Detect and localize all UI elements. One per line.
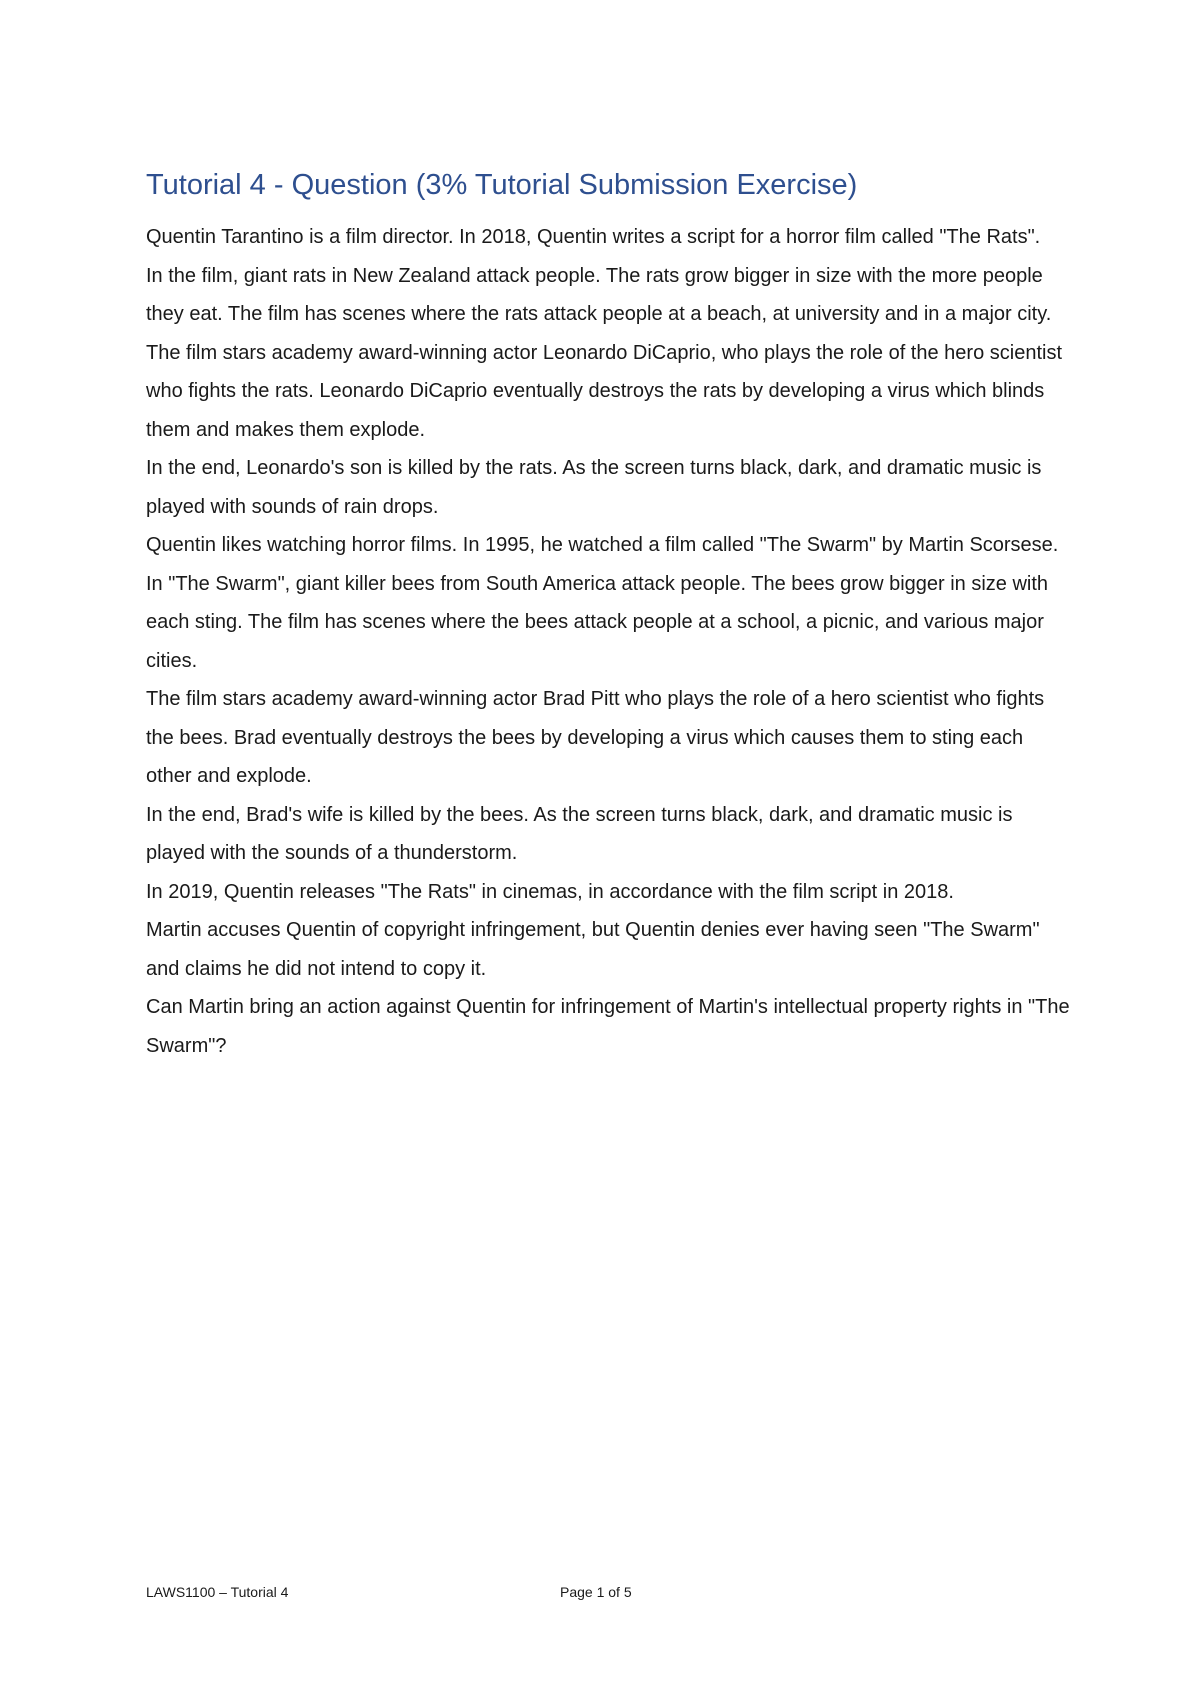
paragraph: In the end, Leonardo's son is killed by the rats. As the screen turns black, dark, and dramatic music is played with sounds of rain drops.	[146, 457, 1042, 518]
paragraph: In 2019, Quentin releases "The Rats" in cinemas, in accordance with the film script in 2018.	[146, 880, 954, 903]
paragraph: Martin accuses Quentin of copyright infringement, but Quentin denies ever having seen "The Swarm" and claims he did not intend to copy it.	[146, 919, 1040, 980]
document-body	[146, 168, 1072, 1065]
paragraph: The film stars academy award-winning actor Leonardo DiCaprio, who plays the role of the hero scientist who fights the rats. Leonardo DiCaprio eventually destroys the rats by developing a virus which blinds them and makes them explode.	[146, 341, 1062, 441]
paragraph: In "The Swarm", giant killer bees from South America attack people. The bees grow bigger in size with each sting. The film has scenes where the bees attack people at a school, a picnic, and various major cities.	[146, 572, 1049, 672]
paragraph: In the end, Brad's wife is killed by the bees. As the screen turns black, dark, and dramatic music is played with the sounds of a thunderstorm.	[146, 803, 1013, 864]
footer-page-number: Page 1 of 5	[560, 1584, 632, 1600]
page-title: Tutorial 4 - Question (3% Tutorial Submission Exercise)	[146, 169, 858, 201]
paragraph: Can Martin bring an action against Quentin for infringement of Martin's intellectual property rights in "The Swarm"?	[146, 996, 1070, 1057]
paragraph: In the film, giant rats in New Zealand attack people. The rats grow bigger in size with the more people they eat. The film has scenes where the rats attack people at a beach, at university and in a major city.	[146, 264, 1052, 325]
footer-course-label: LAWS1100 – Tutorial 4	[146, 1584, 289, 1600]
paragraph: The film stars academy award-winning actor Brad Pitt who plays the role of a hero scientist who fights the bees. Brad eventually destroys the bees by developing a virus which causes them to sting each other and explode.	[146, 688, 1045, 787]
paragraph: Quentin Tarantino is a film director. In 2018, Quentin writes a script for a horror film called "The Rats".	[146, 226, 1041, 248]
paragraph: Quentin likes watching horror films. In 1995, he watched a film called "The Swarm" by Martin Scorsese.	[146, 534, 1059, 556]
